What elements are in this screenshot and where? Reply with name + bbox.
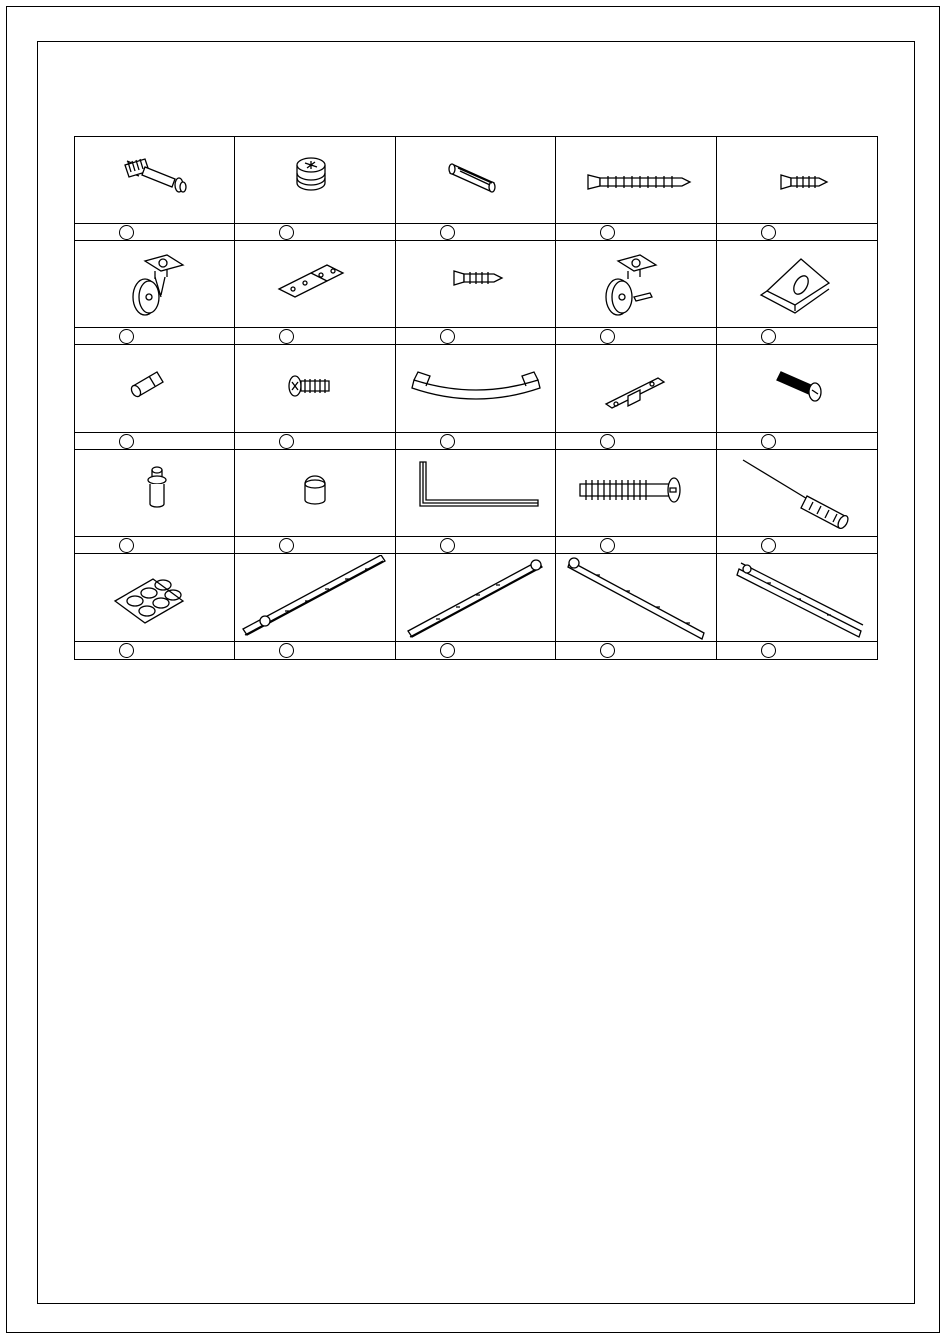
part-cell <box>396 241 556 345</box>
parts-row <box>75 241 877 345</box>
shelf-pin-icon <box>75 346 235 432</box>
part-cell <box>396 555 556 659</box>
part-label-strip <box>556 432 715 450</box>
part-cell <box>556 346 716 450</box>
part-label-strip <box>396 641 555 659</box>
handle-icon <box>396 346 556 432</box>
parts-row <box>75 346 877 450</box>
part-cell <box>75 450 235 554</box>
part-number-circle <box>761 225 776 240</box>
part-cell <box>717 137 877 241</box>
part-cell <box>75 555 235 659</box>
part-number-circle <box>279 538 294 553</box>
part-number-circle <box>119 538 134 553</box>
part-cell <box>235 137 395 241</box>
part-label-strip <box>235 432 394 450</box>
part-cell <box>235 241 395 345</box>
part-cell <box>556 450 716 554</box>
part-cell <box>556 241 716 345</box>
wood-dowel-icon <box>396 137 556 223</box>
part-label-strip <box>556 641 715 659</box>
door-stopper-icon <box>75 450 235 536</box>
part-label-strip <box>235 536 394 554</box>
bumper-cap-icon <box>235 450 395 536</box>
part-cell <box>556 137 716 241</box>
parts-list-table <box>74 136 878 660</box>
part-number-circle <box>440 329 455 344</box>
cabinet-rail-right-icon <box>717 555 877 641</box>
small-screw-icon <box>396 241 556 327</box>
part-number-circle <box>440 434 455 449</box>
part-cell <box>75 346 235 450</box>
long-screw-icon <box>556 137 716 223</box>
part-cell <box>75 137 235 241</box>
part-number-circle <box>119 329 134 344</box>
short-screw-icon <box>717 137 877 223</box>
caster-with-brake-icon <box>556 241 716 327</box>
cam-lock-icon <box>235 137 395 223</box>
screwdriver-icon <box>717 450 877 536</box>
part-number-circle <box>761 538 776 553</box>
part-label-strip <box>75 223 234 241</box>
part-cell <box>396 346 556 450</box>
part-cell <box>717 555 877 659</box>
part-number-circle <box>440 643 455 658</box>
part-number-circle <box>761 434 776 449</box>
part-label-strip <box>556 536 715 554</box>
drawer-runner-left-icon <box>235 555 395 641</box>
part-cell <box>717 241 877 345</box>
part-number-circle <box>600 643 615 658</box>
corner-bracket-icon <box>717 241 877 327</box>
part-label-strip <box>75 432 234 450</box>
part-cell <box>396 450 556 554</box>
part-label-strip <box>235 223 394 241</box>
part-number-circle <box>119 434 134 449</box>
part-label-strip <box>396 536 555 554</box>
part-number-circle <box>440 225 455 240</box>
part-label-strip <box>235 641 394 659</box>
part-label-strip <box>717 432 877 450</box>
part-label-strip <box>75 327 234 345</box>
part-number-circle <box>761 643 776 658</box>
part-cell <box>717 346 877 450</box>
part-label-strip <box>235 327 394 345</box>
drawer-runner-right-icon <box>396 555 556 641</box>
part-label-strip <box>396 432 555 450</box>
hinge-icon <box>235 241 395 327</box>
part-label-strip <box>396 327 555 345</box>
part-number-circle <box>119 643 134 658</box>
allen-key-icon <box>396 450 556 536</box>
part-cell <box>717 450 877 554</box>
part-number-circle <box>279 225 294 240</box>
part-label-strip <box>717 327 877 345</box>
part-label-strip <box>717 641 877 659</box>
swivel-caster-icon <box>75 241 235 327</box>
part-label-strip <box>556 223 715 241</box>
part-number-circle <box>600 225 615 240</box>
cam-bolt-icon <box>75 137 235 223</box>
latch-plate-icon <box>556 346 716 432</box>
part-label-strip <box>396 223 555 241</box>
parts-row <box>75 555 877 659</box>
part-number-circle <box>761 329 776 344</box>
part-label-strip <box>556 327 715 345</box>
parts-row <box>75 450 877 554</box>
connector-bolt-icon <box>556 450 716 536</box>
part-label-strip <box>717 536 877 554</box>
part-number-circle <box>440 538 455 553</box>
part-label-strip <box>75 641 234 659</box>
part-number-circle <box>600 434 615 449</box>
part-cell <box>75 241 235 345</box>
part-cell <box>235 450 395 554</box>
parts-row <box>75 137 877 241</box>
part-cell <box>235 346 395 450</box>
handle-bolt-icon <box>717 346 877 432</box>
part-number-circle <box>279 434 294 449</box>
part-number-circle <box>119 225 134 240</box>
part-cell <box>396 137 556 241</box>
felt-pads-icon <box>75 555 235 641</box>
part-number-circle <box>600 538 615 553</box>
cabinet-rail-left-icon <box>556 555 716 641</box>
part-label-strip <box>75 536 234 554</box>
pan-head-screw-icon <box>235 346 395 432</box>
part-number-circle <box>600 329 615 344</box>
part-cell <box>556 555 716 659</box>
part-number-circle <box>279 643 294 658</box>
part-cell <box>235 555 395 659</box>
part-number-circle <box>279 329 294 344</box>
part-label-strip <box>717 223 877 241</box>
